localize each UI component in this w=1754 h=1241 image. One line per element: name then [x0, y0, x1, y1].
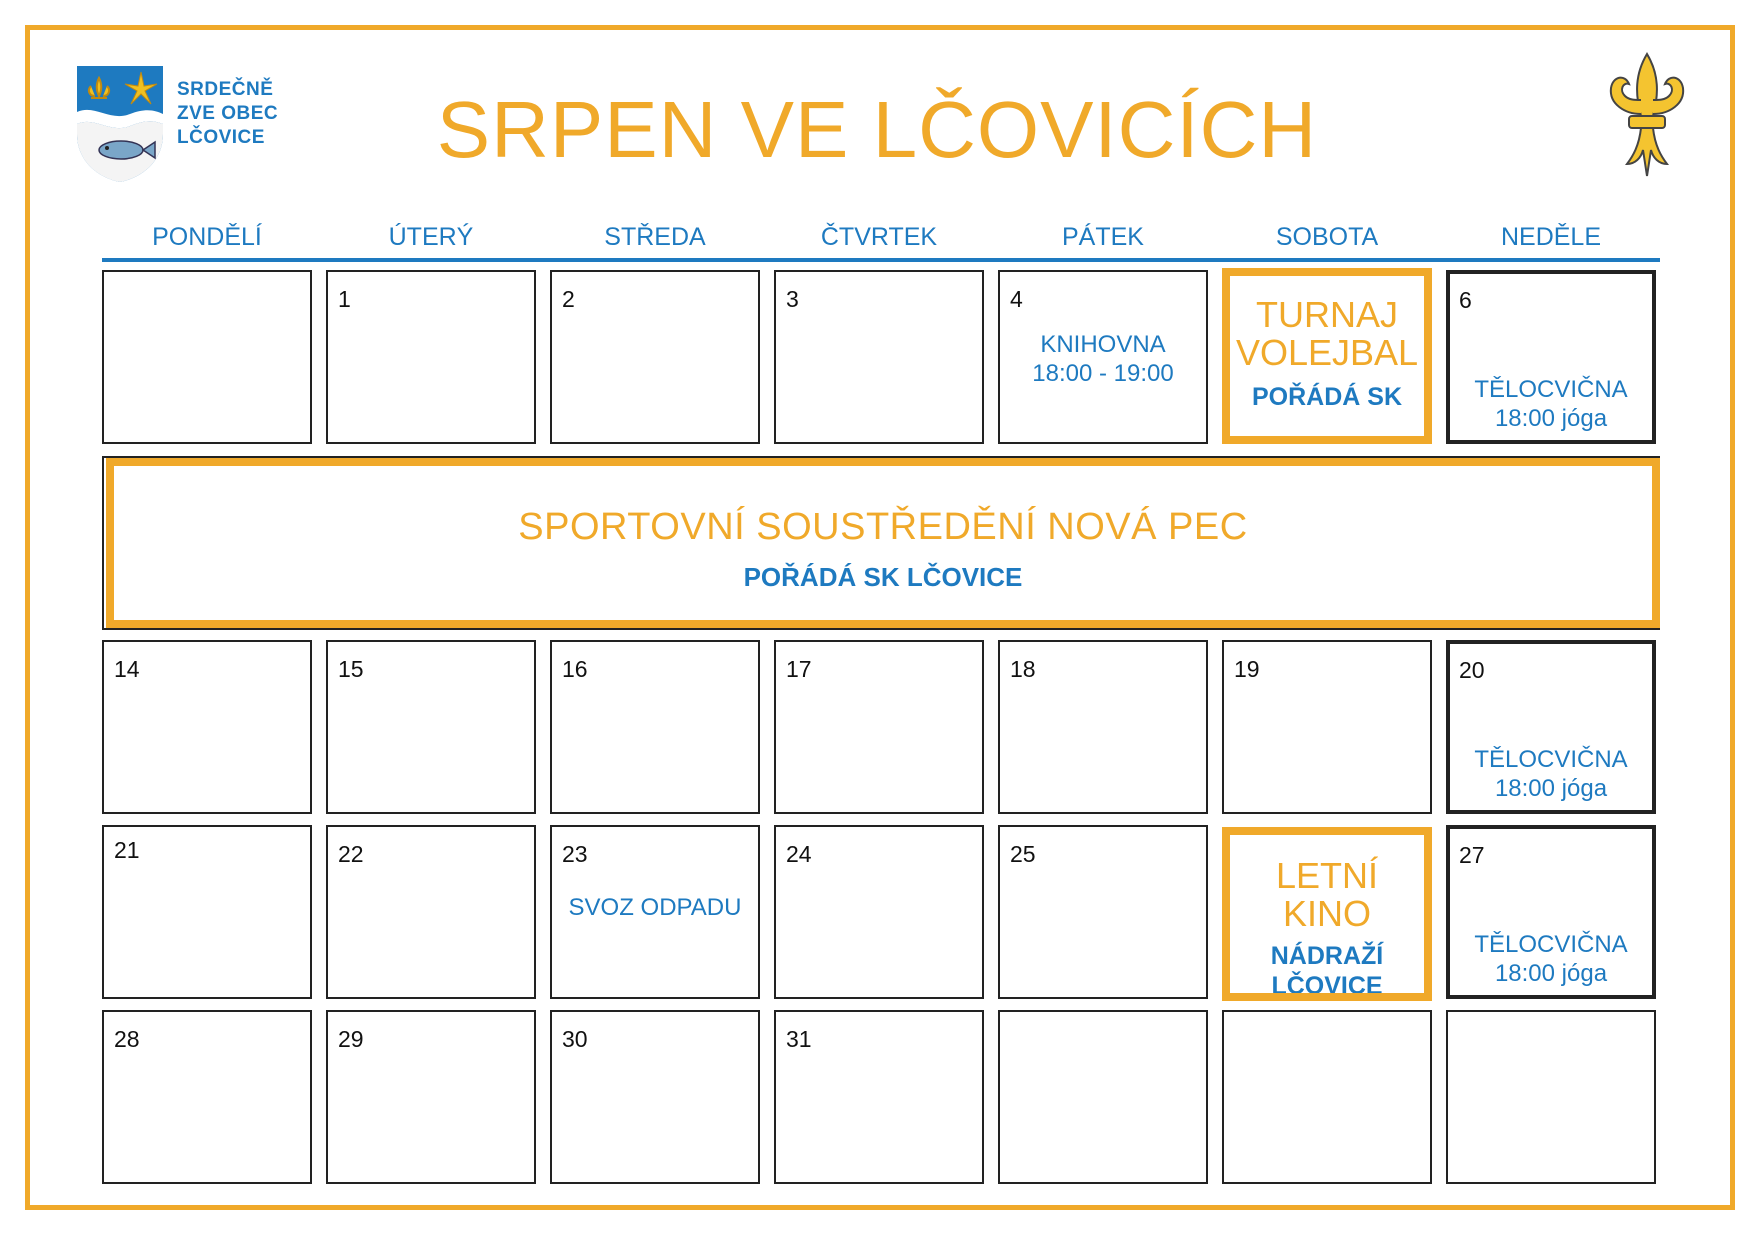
event-place: TĚLOCVIČNA: [1474, 746, 1628, 773]
day-cell: [550, 270, 760, 444]
day-cell: [774, 270, 984, 444]
logo-line: SRDEČNĚ: [177, 79, 274, 100]
day-number: 2: [562, 286, 575, 312]
day-number: 30: [562, 1026, 588, 1052]
day-number: 24: [786, 841, 812, 867]
day-cell: [550, 640, 760, 814]
day-cell: [326, 825, 536, 999]
day-number: 27: [1459, 842, 1485, 868]
day-cell: [550, 1010, 760, 1184]
day-number: 6: [1459, 287, 1472, 313]
banner-organizer: POŘÁDÁ SK LČOVICE: [743, 562, 1023, 592]
day-number: 28: [114, 1026, 140, 1052]
day-number: 3: [786, 286, 799, 312]
page-title: SRPEN VE LČOVICÍCH: [436, 85, 1318, 174]
event-summer-cinema: [1222, 827, 1432, 1001]
day-number: 19: [1234, 656, 1260, 682]
logo-line: ZVE OBEC: [177, 103, 279, 124]
day-number: 18: [1010, 656, 1036, 682]
weekday-label: PÁTEK: [1062, 223, 1144, 251]
event-sport-camp-banner: [106, 458, 1660, 628]
day-cell: [550, 825, 760, 999]
day-number: 23: [562, 841, 588, 867]
day-number: 1: [338, 286, 351, 312]
event-library: [1000, 330, 1206, 388]
day-number: 16: [562, 656, 588, 682]
day-cell-empty: [998, 1010, 1208, 1184]
day-cell: [998, 270, 1208, 444]
day-number: 15: [338, 656, 364, 682]
weekday-header: [102, 222, 1660, 252]
day-cell: [1222, 640, 1432, 814]
event-gym-yoga: [1449, 745, 1653, 803]
day-cell-empty: [1446, 1010, 1656, 1184]
event-gym-yoga: [1449, 375, 1653, 433]
day-cell-empty: [1222, 1010, 1432, 1184]
day-cell: [102, 825, 312, 999]
event-title: VOLEJBAL: [1235, 332, 1419, 373]
day-cell: [326, 270, 536, 444]
event-place: KNIHOVNA: [1040, 331, 1166, 358]
day-number: 31: [786, 1026, 812, 1052]
event-volleyball-tournament: [1222, 268, 1432, 444]
fleur-de-lis-icon: [1605, 50, 1689, 182]
event-place: NÁDRAŽÍ: [1270, 942, 1384, 970]
day-cell: [774, 825, 984, 999]
day-number: 4: [1010, 286, 1023, 312]
logo-line: LČOVICE: [177, 127, 265, 148]
day-number: 29: [338, 1026, 364, 1052]
weekday-label: STŘEDA: [604, 223, 706, 251]
day-cell-empty: [102, 270, 312, 444]
event-place: LČOVICE: [1271, 972, 1383, 1000]
weekday-label: PONDĚLÍ: [152, 223, 262, 251]
day-cell: [1446, 825, 1656, 999]
day-cell: [774, 640, 984, 814]
day-cell: [326, 1010, 536, 1184]
weekday-label: ÚTERÝ: [388, 223, 474, 251]
event-place: TĚLOCVIČNA: [1474, 376, 1628, 403]
event-organizer: POŘÁDÁ SK: [1251, 383, 1402, 411]
day-number: 21: [114, 837, 140, 863]
day-cell: [102, 640, 312, 814]
day-number: 25: [1010, 841, 1036, 867]
day-cell: [1446, 270, 1656, 444]
event-time: 18:00 jóga: [1494, 960, 1608, 987]
event-gym-yoga: [1449, 930, 1653, 988]
municipal-logo: [75, 64, 285, 182]
weekday-underline: [102, 258, 1660, 262]
day-number: 14: [114, 656, 140, 682]
day-cell: [102, 1010, 312, 1184]
weekday-label: SOBOTA: [1275, 223, 1379, 251]
event-time: 18:00 jóga: [1494, 405, 1608, 432]
event-time: 18:00 jóga: [1494, 775, 1608, 802]
day-cell: [1446, 640, 1656, 814]
logo-text: [177, 78, 287, 150]
event-waste-collection: SVOZ ODPADU: [568, 894, 742, 921]
event-title: KINO: [1282, 893, 1371, 934]
weekday-label: ČTVRTEK: [820, 223, 938, 251]
banner-title: SPORTOVNÍ SOUSTŘEDĚNÍ NOVÁ PEC: [518, 506, 1248, 548]
day-cell: [774, 1010, 984, 1184]
day-cell: [326, 640, 536, 814]
event-title: LETNÍ: [1275, 855, 1379, 896]
coat-of-arms-icon: [75, 64, 165, 182]
day-cell: [998, 825, 1208, 999]
day-number: 17: [786, 656, 812, 682]
event-time: 18:00 - 19:00: [1032, 360, 1174, 387]
day-number: 20: [1459, 657, 1485, 683]
event-place: TĚLOCVIČNA: [1474, 931, 1628, 958]
event-title: TURNAJ: [1256, 294, 1398, 335]
day-cell: [998, 640, 1208, 814]
day-number: 22: [338, 841, 364, 867]
weekday-label: NEDĚLE: [1500, 223, 1602, 251]
